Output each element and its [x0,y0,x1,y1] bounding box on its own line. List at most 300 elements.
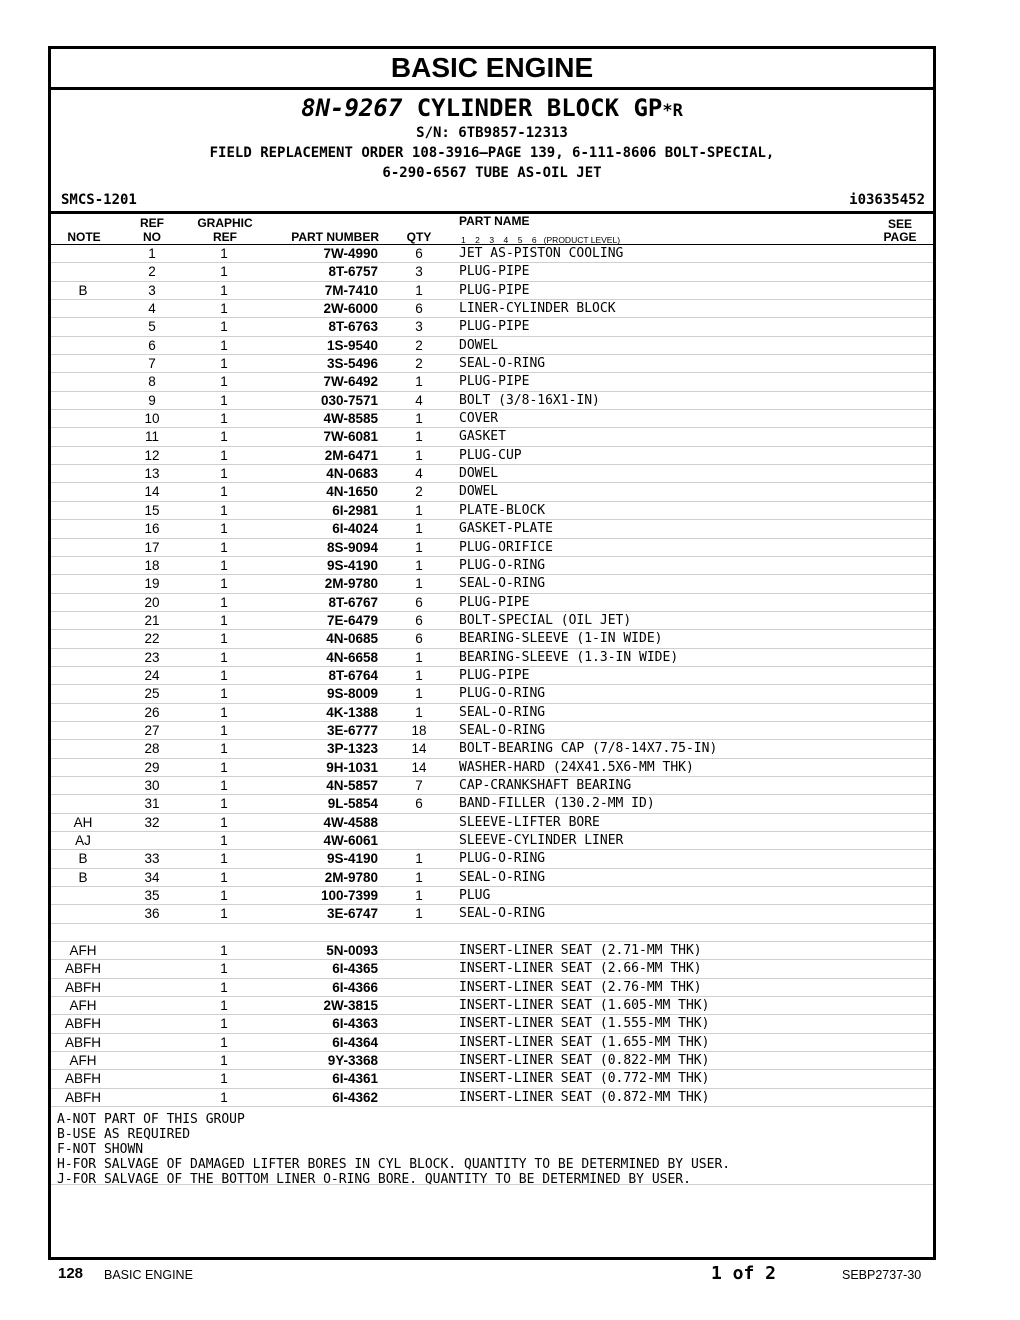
table-row [51,960,933,978]
qty-cell: 1 [415,906,423,922]
graphic-ref-cell: 1 [220,411,228,427]
table-row [51,594,933,612]
ref-no-cell: 7 [148,356,156,372]
note-cell: ABFH [64,1034,101,1050]
graphic-ref-cell: 1 [220,777,228,793]
note-line: F-NOT SHOWN [57,1142,144,1157]
ref-no-cell: 17 [144,539,160,555]
note-cell: ABFH [64,1016,101,1032]
part-number-cell: 6I-4363 [332,1016,378,1032]
graphic-ref-cell: 1 [220,998,228,1014]
table-row [51,759,933,777]
graphic-ref-cell: 1 [220,356,228,372]
qty-cell: 1 [415,447,423,463]
parts-table [51,245,933,1107]
ref-no-cell: 26 [144,704,160,720]
part-name-cell: CAP-CRANKSHAFT BEARING [459,777,632,793]
part-name-cell: INSERT-LINER SEAT (1.655-MM THK) [459,1034,710,1050]
part-number-cell: 100-7399 [320,888,378,904]
table-row [51,685,933,703]
qty-cell: 1 [415,704,423,720]
ref-no-cell: 24 [144,667,160,683]
table-row [51,557,933,575]
part-name-cell: WASHER-HARD (24X41.5X6-MM THK) [459,759,694,775]
part-number-cell: 8T-6767 [328,594,378,610]
part-number-cell: 2M-9780 [324,869,378,885]
qty-cell: 4 [415,466,423,482]
part-number-cell: 6I-4365 [332,961,378,977]
part-name-cell: SEAL-O-RING [459,576,546,592]
ref-no-cell: 3 [148,282,156,298]
table-row [51,337,933,355]
part-number-cell: 3P-1323 [326,741,378,757]
note-cell: AJ [75,833,91,848]
part-number-cell: 6I-4361 [332,1071,378,1087]
qty-cell: 1 [415,521,423,537]
table-row [51,1052,933,1070]
ref-no-cell: 34 [144,869,160,885]
part-number-cell: 2W-3815 [323,998,378,1014]
col-graphic: GRAPHIC [197,216,253,230]
graphic-ref-cell: 1 [220,374,228,390]
qty-cell: 1 [415,576,423,592]
table-row [51,483,933,501]
table-row [51,520,933,538]
part-name-cell: DOWEL [459,466,499,482]
qty-cell: 1 [415,539,423,555]
table-row [51,777,933,795]
ref-no-cell: 18 [144,557,160,573]
group-name: CYLINDER BLOCK GP [416,94,663,122]
table-row [51,465,933,483]
part-name-cell: SEAL-O-RING [459,356,546,372]
part-name-cell: PLUG-PIPE [459,319,530,335]
graphic-ref-cell: 1 [220,686,228,702]
qty-cell: 6 [415,796,423,812]
part-number-cell: 7W-4990 [323,246,378,261]
note-cell: ABFH [64,1089,101,1105]
table-row [51,740,933,758]
part-name-cell: PLUG-PIPE [459,374,530,390]
graphic-ref-cell: 1 [220,612,228,628]
qty-cell: 1 [415,649,423,665]
table-row [51,282,933,300]
table-row [51,997,933,1015]
part-number-cell: 6I-4364 [332,1034,378,1050]
part-name-cell: BEARING-SLEEVE (1-IN WIDE) [459,631,663,647]
graphic-ref-cell: 1 [220,814,228,830]
col-graphic-ref: REF [213,230,237,244]
graphic-ref-cell: 1 [220,282,228,298]
part-number-cell: 8S-9094 [326,539,378,555]
qty-cell: 1 [415,502,423,518]
ref-no-cell: 35 [144,888,160,904]
part-name-cell: INSERT-LINER SEAT (1.605-MM THK) [459,998,710,1014]
part-name-cell: COVER [459,411,499,427]
part-number-cell: 8T-6757 [328,264,378,280]
footer-page-number: 128 [58,1265,84,1282]
table-row [51,373,933,391]
qty-cell: 14 [411,759,427,775]
graphic-ref-cell: 1 [220,1071,228,1087]
note-cell: AFH [69,1053,97,1069]
part-name-cell: INSERT-LINER SEAT (0.872-MM THK) [459,1089,710,1105]
note-cell: AFH [69,998,97,1014]
table-row [51,795,933,813]
graphic-ref-cell: 1 [220,337,228,353]
col-page: PAGE [883,230,917,244]
graphic-ref-cell: 1 [220,429,228,445]
table-row [51,539,933,557]
table-row [51,942,933,960]
graphic-ref-cell: 1 [220,759,228,775]
ref-no-cell: 19 [144,576,160,592]
part-name-cell: BOLT (3/8-16X1-IN) [459,392,600,408]
note-cell: AH [73,814,93,830]
part-number-cell: 1S-9540 [326,337,378,353]
col-qty: QTY [406,230,432,244]
ref-no-cell: 5 [148,319,156,335]
table-row [51,832,933,850]
group-suffix: *R [662,101,683,121]
part-number-cell: 9Y-3368 [327,1053,378,1069]
illustration-id: i03635452 [849,192,925,208]
ref-no-cell: 22 [144,631,160,647]
part-name-cell: INSERT-LINER SEAT (2.66-MM THK) [459,961,702,977]
table-row [51,318,933,336]
part-name-cell: SEAL-O-RING [459,869,546,885]
table-row [51,905,933,923]
graphic-ref-cell: 1 [220,557,228,573]
qty-cell: 6 [415,631,423,647]
table-row [51,1070,933,1088]
title-divider [51,87,933,90]
part-number-cell: 9L-5854 [327,796,378,812]
part-name-cell: JET AS-PISTON COOLING [459,246,624,261]
graphic-ref-cell: 1 [220,1016,228,1032]
part-number-cell: 9S-4190 [326,851,378,867]
table-row [51,575,933,593]
graphic-ref-cell: 1 [220,631,228,647]
serial-number: S/N: 6TB9857-12313 [416,125,568,141]
part-name-cell: PLUG-O-RING [459,851,546,867]
part-number-cell: 7E-6479 [326,612,378,628]
field-replacement-line-1: FIELD REPLACEMENT ORDER 108-3916—PAGE 139, 6-111-8606 BOLT-SPECIAL, [209,145,775,161]
part-number-cell: 4W-6061 [323,833,378,848]
note-line: H-FOR SALVAGE OF DAMAGED LIFTER BORES IN CYL BLOCK. QUANTITY TO BE DETERMINED BY USER. [57,1157,731,1172]
graphic-ref-cell: 1 [220,447,228,463]
qty-cell: 2 [415,337,423,353]
group-title [51,93,933,126]
ref-no-cell: 33 [144,851,160,867]
part-number-cell: 5N-0093 [326,943,378,959]
graphic-ref-cell: 1 [220,1034,228,1050]
ref-no-cell: 8 [148,374,156,390]
part-name-cell: PLUG-PIPE [459,667,530,683]
graphic-ref-cell: 1 [220,722,228,738]
part-name-cell: GASKET-PLATE [459,521,553,537]
table-row [51,814,933,832]
table-row [51,447,933,465]
graphic-ref-cell: 1 [220,466,228,482]
graphic-ref-cell: 1 [220,888,228,904]
graphic-ref-cell: 1 [220,319,228,335]
part-number-cell: 3E-6777 [326,722,378,738]
qty-cell: 7 [415,777,423,793]
table-row [51,1089,933,1107]
part-name-cell: INSERT-LINER SEAT (0.772-MM THK) [459,1071,710,1087]
ref-no-cell: 12 [144,447,160,463]
table-row [51,649,933,667]
ref-no-cell: 11 [144,429,159,445]
qty-cell: 18 [411,722,427,738]
part-name-cell: GASKET [459,429,506,445]
table-row [51,245,933,263]
part-name-cell: PLUG-PIPE [459,264,530,280]
part-number-cell: 3E-6747 [326,906,378,922]
part-number-cell: 4W-4588 [323,814,378,830]
part-name-cell: INSERT-LINER SEAT (1.555-MM THK) [459,1016,710,1032]
ref-no-cell: 23 [144,649,160,665]
ref-no-cell: 1 [148,246,156,261]
part-number-cell: 4N-0685 [326,631,378,647]
ref-no-cell: 4 [148,301,156,317]
part-number-cell: 4K-1388 [326,704,378,720]
qty-cell: 6 [415,594,423,610]
part-number-cell: 9S-4190 [326,557,378,573]
ref-no-cell: 10 [144,411,160,427]
footer-section: BASIC ENGINE [104,1268,193,1282]
table-row [51,924,933,942]
qty-cell: 3 [415,319,423,335]
ref-no-cell: 36 [144,906,160,922]
col-ref: REF [140,216,164,230]
table-row [51,979,933,997]
part-name-cell: BEARING-SLEEVE (1.3-IN WIDE) [459,649,679,665]
table-row [51,612,933,630]
col-product-levels: 1 2 3 4 5 6 (PRODUCT LEVEL) [461,235,621,245]
part-name-cell: PLUG-O-RING [459,686,546,702]
graphic-ref-cell: 1 [220,667,228,683]
graphic-ref-cell: 1 [220,704,228,720]
note-cell: ABFH [64,979,101,995]
ref-no-cell: 31 [144,796,160,812]
part-name-cell: LINER-CYLINDER BLOCK [459,301,616,317]
table-row [51,355,933,373]
table-row [51,502,933,520]
parts-list-frame [48,46,936,1260]
part-name-cell: BOLT-BEARING CAP (7/8-14X7.75-IN) [459,741,718,757]
part-number-cell: 9S-8009 [326,686,378,702]
footer-doc-id: SEBP2737-30 [842,1268,922,1282]
section-title: BASIC ENGINE [390,52,594,83]
part-number-cell: 3S-5496 [326,356,378,372]
part-name-cell: DOWEL [459,337,499,353]
graphic-ref-cell: 1 [220,796,228,812]
part-name-cell: SEAL-O-RING [459,722,546,738]
qty-cell: 1 [415,851,423,867]
graphic-ref-cell: 1 [220,392,228,408]
graphic-ref-cell: 1 [220,264,228,280]
graphic-ref-cell: 1 [220,576,228,592]
ref-no-cell: 20 [144,594,160,610]
note-cell: B [78,851,88,867]
part-name-cell: INSERT-LINER SEAT (0.822-MM THK) [459,1053,710,1069]
part-number-cell: 7W-6081 [323,429,378,445]
table-row [51,704,933,722]
qty-cell: 1 [415,869,423,885]
ref-no-cell: 13 [144,466,160,482]
col-ref-no: NO [143,230,161,244]
col-see: SEE [887,217,912,231]
table-row [51,869,933,887]
qty-cell: 6 [415,246,423,261]
qty-cell: 1 [415,429,423,445]
ref-no-cell: 29 [144,759,160,775]
table-row [51,630,933,648]
note-cell: AFH [69,943,97,959]
qty-cell: 14 [411,741,427,757]
part-number-cell: 030-7571 [320,392,378,408]
qty-cell: 6 [415,301,423,317]
table-row [51,263,933,281]
qty-cell: 1 [415,686,423,702]
ref-no-cell: 32 [144,814,160,830]
table-row [51,667,933,685]
ref-no-cell: 2 [148,264,156,280]
ref-no-cell: 21 [144,612,160,628]
graphic-ref-cell: 1 [220,594,228,610]
graphic-ref-cell: 1 [220,869,228,885]
qty-cell: 3 [415,264,423,280]
group-part-number: 8N-9267 [301,94,403,122]
note-line: J-FOR SALVAGE OF THE BOTTOM LINER O-RING BORE. QUANTITY TO BE DETERMINED BY USER. [57,1172,691,1187]
graphic-ref-cell: 1 [220,741,228,757]
smcs-code: SMCS-1201 [61,192,137,208]
qty-cell: 2 [415,484,423,500]
graphic-ref-cell: 1 [220,906,228,922]
graphic-ref-cell: 1 [220,833,228,848]
notes-divider [51,1184,933,1185]
ref-no-cell: 16 [144,521,160,537]
part-name-cell: PLUG-PIPE [459,282,530,298]
table-row [51,1015,933,1033]
graphic-ref-cell: 1 [220,1089,228,1105]
part-name-cell: PLUG-CUP [459,447,522,463]
qty-cell: 1 [415,374,423,390]
note-cell: ABFH [64,1071,101,1087]
part-name-cell: SLEEVE-CYLINDER LINER [459,833,624,848]
graphic-ref-cell: 1 [220,246,228,261]
part-name-cell: SEAL-O-RING [459,906,546,922]
ref-no-cell: 30 [144,777,160,793]
graphic-ref-cell: 1 [220,539,228,555]
table-row [51,300,933,318]
part-number-cell: 8T-6764 [328,667,378,683]
graphic-ref-cell: 1 [220,301,228,317]
part-name-cell: PLUG-O-RING [459,557,546,573]
qty-cell: 4 [415,392,423,408]
table-row [51,1034,933,1052]
table-row [51,392,933,410]
graphic-ref-cell: 1 [220,649,228,665]
part-number-cell: 6I-4362 [332,1089,378,1105]
table-row [51,722,933,740]
part-number-cell: 4N-5857 [326,777,378,793]
part-number-cell: 6I-2981 [332,502,378,518]
part-number-cell: 7M-7410 [324,282,378,298]
notes-block [57,1112,927,1187]
qty-cell: 1 [415,888,423,904]
graphic-ref-cell: 1 [220,521,228,537]
ref-no-cell: 28 [144,741,160,757]
part-name-cell: BOLT-SPECIAL (OIL JET) [459,612,632,628]
part-number-cell: 9H-1031 [326,759,378,775]
part-name-cell: DOWEL [459,484,499,500]
ref-no-cell: 27 [144,722,160,738]
table-row [51,428,933,446]
note-cell: B [78,282,88,298]
graphic-ref-cell: 1 [220,484,228,500]
part-number-cell: 7W-6492 [323,374,378,390]
graphic-ref-cell: 1 [220,979,228,995]
graphic-ref-cell: 1 [220,1053,228,1069]
field-replacement-line-2: 6-290-6567 TUBE AS-OIL JET [382,165,602,181]
part-name-cell: PLUG-ORIFICE [459,539,553,555]
table-row [51,850,933,868]
part-name-cell: BAND-FILLER (130.2-MM ID) [459,796,655,812]
qty-cell: 1 [415,557,423,573]
graphic-ref-cell: 1 [220,943,228,959]
qty-cell: 1 [415,411,423,427]
part-number-cell: 4N-0683 [326,466,378,482]
graphic-ref-cell: 1 [220,851,228,867]
table-row [51,887,933,905]
part-number-cell: 6I-4024 [332,521,378,537]
ref-no-cell: 25 [144,686,160,702]
footer-sheet: 1 of 2 [711,1263,777,1284]
qty-cell: 2 [415,356,423,372]
ref-no-cell: 9 [148,392,156,408]
table-row [51,410,933,428]
part-name-cell: INSERT-LINER SEAT (2.71-MM THK) [459,943,702,959]
note-cell: ABFH [64,961,101,977]
col-part-number: PART NUMBER [291,230,379,244]
col-note: NOTE [67,230,101,244]
part-name-cell: PLATE-BLOCK [459,502,546,518]
part-number-cell: 4N-6658 [326,649,378,665]
part-name-cell: PLUG-PIPE [459,594,530,610]
note-line: B-USE AS REQUIRED [57,1127,191,1142]
part-number-cell: 8T-6763 [328,319,378,335]
part-number-cell: 2M-6471 [324,447,378,463]
qty-cell: 1 [415,282,423,298]
col-part-name: PART NAME [459,214,530,228]
qty-cell: 6 [415,612,423,628]
note-line: A-NOT PART OF THIS GROUP [57,1112,245,1127]
part-name-cell: SEAL-O-RING [459,704,546,720]
part-name-cell: INSERT-LINER SEAT (2.76-MM THK) [459,979,702,995]
qty-cell: 1 [415,667,423,683]
part-number-cell: 2M-9780 [324,576,378,592]
graphic-ref-cell: 1 [220,502,228,518]
part-number-cell: 4W-8585 [323,411,378,427]
ref-no-cell: 6 [148,337,156,353]
graphic-ref-cell: 1 [220,961,228,977]
part-number-cell: 4N-1650 [326,484,378,500]
part-name-cell: SLEEVE-LIFTER BORE [459,814,600,830]
ref-no-cell: 14 [144,484,160,500]
